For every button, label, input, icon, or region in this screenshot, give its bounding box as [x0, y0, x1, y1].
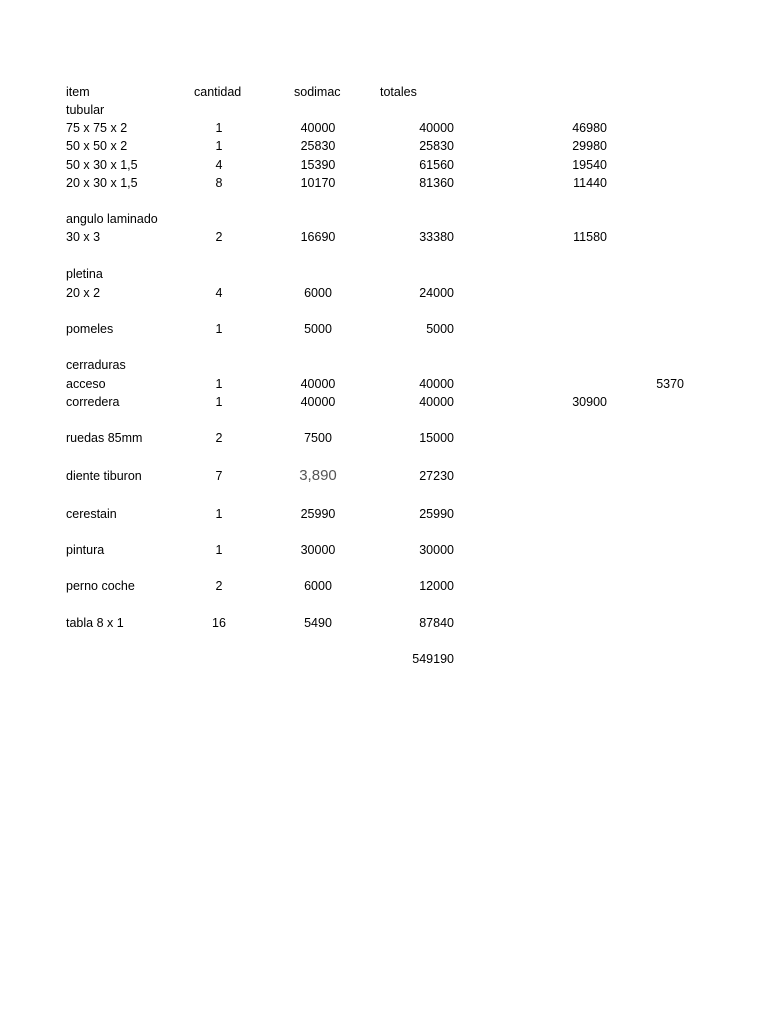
- table-row: [0, 320, 768, 338]
- item-cell: 30 x 3: [66, 230, 101, 244]
- section-tubular: tubular: [66, 103, 105, 117]
- section-angulo: angulo laminado: [66, 212, 158, 226]
- cantidad-cell: 2: [215, 579, 223, 593]
- totales-cell: 33380: [419, 230, 454, 244]
- totales-cell: 25830: [419, 139, 454, 153]
- sodimac-cell: 25830: [300, 139, 336, 153]
- item-cell: cerestain: [66, 507, 117, 521]
- table-row: [0, 284, 768, 302]
- item-cell: tabla 8 x 1: [66, 616, 124, 630]
- header-item: item: [66, 85, 90, 99]
- sodimac-cell: 40000: [300, 395, 336, 409]
- table-row: [0, 429, 768, 447]
- sodimac-cell: 5490: [304, 616, 332, 630]
- sodimac-cell: 6000: [304, 286, 332, 300]
- header-row: [0, 83, 768, 101]
- item-cell: perno coche: [66, 579, 135, 593]
- extra-cell: 5370: [656, 377, 684, 391]
- item-cell: pintura: [66, 543, 105, 557]
- table-row: [0, 577, 768, 595]
- totales-cell: 15000: [419, 431, 454, 445]
- cantidad-cell: 1: [215, 322, 223, 336]
- section-row: [0, 265, 768, 283]
- extra-cell: 11580: [573, 230, 607, 244]
- header-totales: totales: [380, 85, 417, 99]
- sodimac-cell: 16690: [300, 230, 336, 244]
- totales-cell: 27230: [419, 469, 454, 483]
- extra-cell: 46980: [572, 121, 607, 135]
- table-row: [0, 156, 768, 174]
- header-sodimac: sodimac: [294, 85, 341, 99]
- table-row: [0, 614, 768, 632]
- sodimac-cell: 15390: [300, 158, 336, 172]
- cantidad-cell: 8: [215, 176, 223, 190]
- item-cell: corredera: [66, 395, 120, 409]
- extra-cell: 29980: [572, 139, 607, 153]
- cantidad-cell: 1: [215, 377, 223, 391]
- totales-cell: 61560: [419, 158, 454, 172]
- cantidad-cell: 1: [215, 395, 223, 409]
- totales-cell: 24000: [419, 286, 454, 300]
- item-cell: 20 x 30 x 1,5: [66, 176, 138, 190]
- sodimac-cell: 40000: [300, 121, 336, 135]
- sodimac-cell: 10170: [300, 176, 336, 190]
- cantidad-cell: 16: [212, 616, 226, 630]
- item-cell: 75 x 75 x 2: [66, 121, 128, 135]
- totales-cell: 25990: [419, 507, 454, 521]
- cantidad-cell: 4: [215, 286, 223, 300]
- totales-cell: 81360: [419, 176, 454, 190]
- totales-cell: 40000: [419, 121, 454, 135]
- sodimac-cell: 25990: [300, 507, 336, 521]
- grand-total: 549190: [412, 652, 454, 666]
- table-row: [0, 393, 768, 411]
- totales-cell: 30000: [419, 543, 454, 557]
- item-cell: 50 x 50 x 2: [66, 139, 128, 153]
- cantidad-cell: 1: [215, 507, 223, 521]
- section-pletina: pletina: [66, 267, 103, 281]
- cantidad-cell: 1: [215, 139, 223, 153]
- item-cell: 20 x 2: [66, 286, 101, 300]
- section-cerraduras: cerraduras: [66, 358, 126, 372]
- table-row: [0, 137, 768, 155]
- sodimac-cell: 3,890: [299, 467, 337, 484]
- totales-cell: 40000: [419, 395, 454, 409]
- totales-cell: 5000: [426, 322, 454, 336]
- table-row: [0, 541, 768, 559]
- extra-cell: 30900: [572, 395, 607, 409]
- item-cell: acceso: [66, 377, 106, 391]
- table-row: [0, 375, 768, 393]
- sodimac-cell: 40000: [300, 377, 336, 391]
- sodimac-cell: 7500: [304, 431, 332, 445]
- table-row: [0, 505, 768, 523]
- item-cell: 50 x 30 x 1,5: [66, 158, 138, 172]
- extra-cell: 11440: [573, 176, 607, 190]
- totales-cell: 87840: [419, 616, 454, 630]
- cantidad-cell: 2: [215, 431, 223, 445]
- cantidad-cell: 4: [215, 158, 223, 172]
- sodimac-cell: 30000: [300, 543, 336, 557]
- header-cantidad: cantidad: [194, 85, 242, 99]
- section-row: [0, 356, 768, 374]
- sodimac-cell: 5000: [304, 322, 332, 336]
- item-cell: diente tiburon: [66, 469, 142, 483]
- cantidad-cell: 7: [215, 469, 223, 483]
- table-row: [0, 467, 768, 485]
- totales-cell: 12000: [419, 579, 454, 593]
- cantidad-cell: 2: [215, 230, 223, 244]
- extra-cell: 19540: [572, 158, 607, 172]
- total-row: [0, 650, 768, 668]
- section-row: [0, 101, 768, 119]
- table-row: [0, 228, 768, 246]
- totales-cell: 40000: [419, 377, 454, 391]
- sodimac-cell: 6000: [304, 579, 332, 593]
- table-row: [0, 119, 768, 137]
- section-row: [0, 210, 768, 228]
- table-row: [0, 174, 768, 192]
- cantidad-cell: 1: [215, 121, 223, 135]
- cantidad-cell: 1: [215, 543, 223, 557]
- item-cell: pomeles: [66, 322, 114, 336]
- item-cell: ruedas 85mm: [66, 431, 143, 445]
